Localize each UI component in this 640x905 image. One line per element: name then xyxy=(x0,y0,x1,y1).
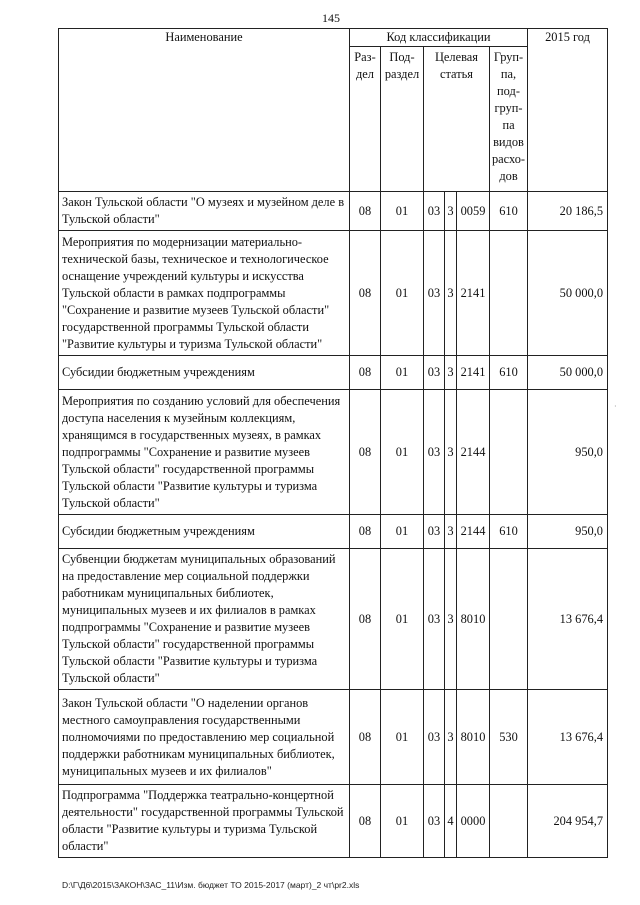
row-name: Подпрограмма "Поддержка театрально-концертной деятельности" государственной программы Тульской области "Развитие культуры и туризма Тульской области" xyxy=(59,785,350,858)
row-cs-direction: 0000 xyxy=(457,785,490,858)
footer-file-path: D:\Г\Д6\2015\ЗАКОН\ЗАС_11\Изм. бюджет ТО 2015-2017 (март)_2 чт\pr2.xls xyxy=(62,880,360,890)
row-name: Субсидии бюджетным учреждениям xyxy=(59,356,350,390)
row-cs-program: 03 xyxy=(424,690,445,785)
row-podrazdel: 01 xyxy=(381,192,424,231)
row-cs-direction: 2144 xyxy=(457,390,490,515)
row-cs-subprogram: 3 xyxy=(445,690,457,785)
row-name: Субвенции бюджетам муниципальных образований на предоставление мер социальной поддержки работникам муниципальных библиотек, муниципальных музеев и их филиалов в рамках подпрограммы "Сохранение и развитие музеев Тульской области" государственной программы Тульской области "Развитие культуры и туризма Тульской области" xyxy=(59,549,350,690)
scan-speck: · xyxy=(614,402,617,411)
row-cs-direction: 8010 xyxy=(457,549,490,690)
row-cs-subprogram: 3 xyxy=(445,515,457,549)
row-cs-program: 03 xyxy=(424,785,445,858)
table-row xyxy=(59,390,608,515)
row-cs-direction: 8010 xyxy=(457,690,490,785)
row-cs-subprogram: 3 xyxy=(445,356,457,390)
header-celevaya: Целевая статья xyxy=(424,47,490,192)
row-cs-direction: 2144 xyxy=(457,515,490,549)
row-vid xyxy=(490,549,528,690)
header-podrazdel: Под- раздел xyxy=(381,47,424,192)
row-razdel: 08 xyxy=(350,231,381,356)
row-razdel: 08 xyxy=(350,549,381,690)
table-row xyxy=(59,690,608,785)
header-razdel: Раз- дел xyxy=(350,47,381,192)
row-razdel: 08 xyxy=(350,390,381,515)
row-name: Закон Тульской области "О наделении органов местного самоуправления государственными полномочиями по предоставлению мер социальной поддержки работникам муниципальных библиотек, муниципальных музеев и их филиалов" xyxy=(59,690,350,785)
row-razdel: 08 xyxy=(350,356,381,390)
row-vid xyxy=(490,231,528,356)
row-cs-direction: 2141 xyxy=(457,231,490,356)
row-razdel: 08 xyxy=(350,515,381,549)
page-number: 145 xyxy=(322,11,340,25)
row-cs-program: 03 xyxy=(424,390,445,515)
row-amount: 13 676,4 xyxy=(528,549,608,690)
row-cs-subprogram: 3 xyxy=(445,390,457,515)
row-name: Мероприятия по созданию условий для обеспечения доступа населения к музейным коллекциям, хранящимся в государственных музеях, в рамках подпрограммы "Сохранение и развитие музеев Тульской области" государственной программы Тульской области "Развитие культуры и туризма Тульской области" xyxy=(59,390,350,515)
row-cs-program: 03 xyxy=(424,515,445,549)
row-podrazdel: 01 xyxy=(381,690,424,785)
budget-table xyxy=(58,28,608,858)
row-podrazdel: 01 xyxy=(381,231,424,356)
row-amount: 950,0 xyxy=(528,390,608,515)
table-row xyxy=(59,549,608,690)
row-razdel: 08 xyxy=(350,785,381,858)
row-podrazdel: 01 xyxy=(381,390,424,515)
row-podrazdel: 01 xyxy=(381,515,424,549)
row-vid: 610 xyxy=(490,515,528,549)
row-amount: 13 676,4 xyxy=(528,690,608,785)
row-razdel: 08 xyxy=(350,690,381,785)
header-name: Наименование xyxy=(59,29,350,192)
row-name: Субсидии бюджетным учреждениям xyxy=(59,515,350,549)
row-amount: 950,0 xyxy=(528,515,608,549)
row-podrazdel: 01 xyxy=(381,356,424,390)
row-name: Закон Тульской области "О музеях и музейном деле в Тульской области" xyxy=(59,192,350,231)
table-row xyxy=(59,356,608,390)
row-cs-direction: 0059 xyxy=(457,192,490,231)
header-year: 2015 год xyxy=(528,29,608,192)
row-vid xyxy=(490,785,528,858)
row-vid: 530 xyxy=(490,690,528,785)
row-cs-program: 03 xyxy=(424,231,445,356)
row-vid: 610 xyxy=(490,356,528,390)
table-row xyxy=(59,192,608,231)
row-vid: 610 xyxy=(490,192,528,231)
row-amount: 50 000,0 xyxy=(528,231,608,356)
table-row xyxy=(59,231,608,356)
header-gruppa: Груп- па, под- груп- па видов расхо- дов xyxy=(490,47,528,192)
row-cs-subprogram: 3 xyxy=(445,231,457,356)
row-vid xyxy=(490,390,528,515)
row-razdel: 08 xyxy=(350,192,381,231)
row-cs-subprogram: 3 xyxy=(445,192,457,231)
row-cs-subprogram: 3 xyxy=(445,549,457,690)
row-amount: 20 186,5 xyxy=(528,192,608,231)
row-podrazdel: 01 xyxy=(381,785,424,858)
row-cs-subprogram: 4 xyxy=(445,785,457,858)
table-row xyxy=(59,785,608,858)
row-amount: 50 000,0 xyxy=(528,356,608,390)
row-cs-program: 03 xyxy=(424,356,445,390)
row-cs-program: 03 xyxy=(424,192,445,231)
row-name: Мероприятия по модернизации материально-технической базы, техническое и технологическое оснащение учреждений культуры и искусства Тульской области в рамках подпрограммы "Сохранение и развитие музеев Тульской области" государственной программы Тульской области "Развитие культуры и туризма Тульской области" xyxy=(59,231,350,356)
row-cs-program: 03 xyxy=(424,549,445,690)
row-cs-direction: 2141 xyxy=(457,356,490,390)
header-code: Код классификации xyxy=(350,29,528,47)
row-podrazdel: 01 xyxy=(381,549,424,690)
table-row xyxy=(59,515,608,549)
row-amount: 204 954,7 xyxy=(528,785,608,858)
